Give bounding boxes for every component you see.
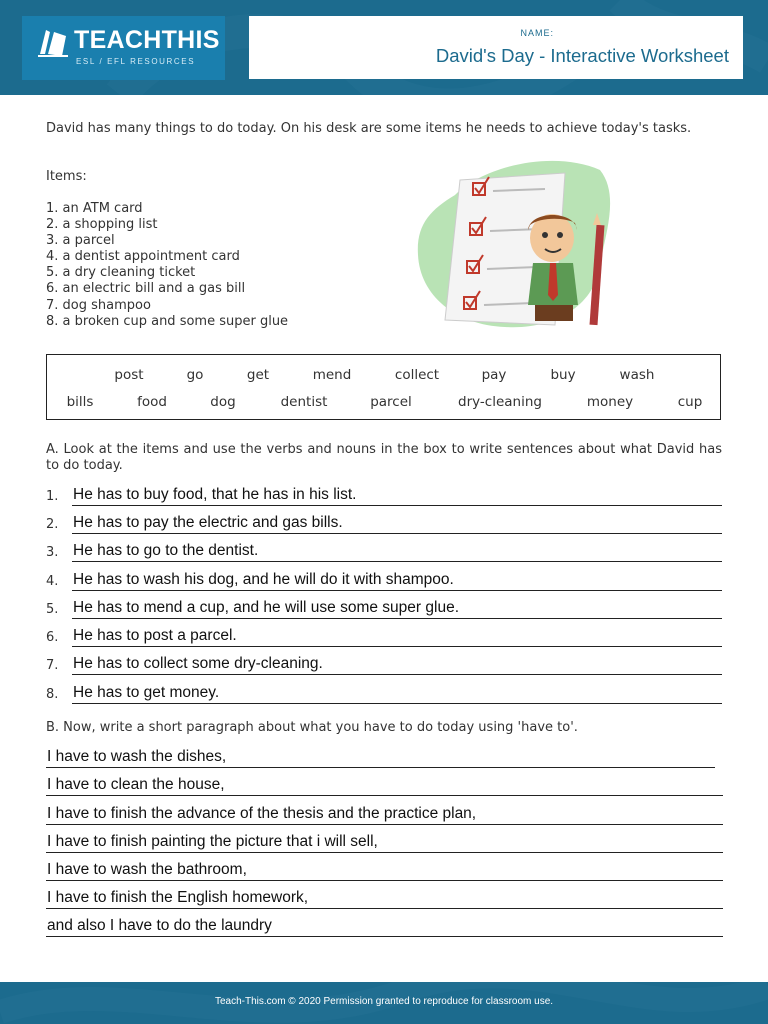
list-item: 2. a shopping list — [46, 217, 158, 233]
word-box-verb: buy — [550, 367, 576, 383]
section-b-instruction: B. Now, write a short paragraph about what you have to do today using 'have to'. — [46, 720, 578, 735]
answer-field[interactable]: He has to get money. — [72, 683, 722, 704]
answer-number: 3. — [46, 545, 59, 560]
word-box-noun: dry-cleaning — [458, 394, 542, 410]
list-item: 4. a dentist appointment card — [46, 249, 240, 265]
word-box-noun: food — [137, 394, 167, 410]
answer-row — [46, 682, 722, 704]
word-box-verb: post — [114, 367, 144, 383]
name-label: NAME: — [520, 28, 554, 38]
paragraph-line[interactable]: I have to finish the English homework, — [46, 888, 723, 909]
word-box-noun: cup — [677, 394, 703, 410]
worksheet-title: David's Day - Interactive Worksheet — [435, 45, 729, 66]
answer-row — [46, 569, 722, 591]
page-header — [0, 0, 768, 95]
logo-text: TEACHTHIS — [74, 26, 220, 54]
list-item: 6. an electric bill and a gas bill — [46, 281, 246, 297]
word-box-verb: collect — [394, 367, 440, 383]
list-item: 3. a parcel — [46, 233, 115, 249]
answer-field[interactable]: He has to go to the dentist. — [72, 541, 722, 562]
paragraph-line[interactable]: I have to wash the bathroom, — [46, 860, 723, 881]
logo-subtitle: ESL / EFL RESOURCES — [76, 57, 196, 66]
word-box-verb: wash — [619, 367, 655, 383]
word-box-verb: mend — [312, 367, 352, 383]
answer-field[interactable]: He has to buy food, that he has in his list. — [72, 485, 722, 506]
items-label: Items: — [46, 169, 87, 184]
list-item: 5. a dry cleaning ticket — [46, 265, 196, 281]
answer-row — [46, 512, 722, 534]
answer-number: 5. — [46, 602, 59, 617]
list-item: 8. a broken cup and some super glue — [46, 313, 289, 329]
answer-row — [46, 597, 722, 619]
answer-field[interactable]: He has to post a parcel. — [72, 626, 722, 647]
answer-row — [46, 653, 722, 675]
paragraph-line[interactable]: I have to finish painting the picture that i will sell, — [46, 832, 723, 853]
paragraph-line[interactable]: I have to wash the dishes, — [46, 747, 715, 768]
word-box-noun: parcel — [370, 394, 412, 410]
word-box-noun: money — [586, 394, 634, 410]
word-box — [46, 354, 721, 420]
word-box-verb: pay — [481, 367, 507, 383]
list-item: 7. dog shampoo — [46, 297, 151, 313]
answer-number: 8. — [46, 687, 59, 702]
checklist-man-illustration — [415, 155, 615, 335]
answer-field[interactable]: He has to wash his dog, and he will do it with shampoo. — [72, 570, 722, 591]
answer-number: 1. — [46, 489, 59, 504]
page-footer — [0, 982, 768, 1024]
answer-row — [46, 484, 722, 506]
word-box-noun: dog — [210, 394, 236, 410]
answer-row — [46, 625, 722, 647]
word-box-verb: get — [246, 367, 270, 383]
answer-row — [46, 540, 722, 562]
paragraph-line[interactable]: I have to clean the house, — [46, 775, 723, 796]
title-box — [249, 16, 743, 79]
answer-field[interactable]: He has to mend a cup, and he will use some super glue. — [72, 598, 722, 619]
paragraph-line[interactable]: I have to finish the advance of the thesis and the practice plan, — [46, 804, 723, 825]
answer-number: 6. — [46, 630, 59, 645]
book-icon — [36, 26, 70, 60]
answer-number: 7. — [46, 658, 59, 673]
word-box-noun: bills — [66, 394, 94, 410]
answer-field[interactable]: He has to collect some dry-cleaning. — [72, 654, 722, 675]
copyright-text: Teach-This.com © 2020 Permission granted to reproduce for classroom use. — [214, 996, 554, 1007]
word-box-noun: dentist — [280, 394, 328, 410]
answer-field[interactable]: He has to pay the electric and gas bills. — [72, 513, 722, 534]
intro-text: David has many things to do today. On his desk are some items he needs to achieve today's tasks. — [46, 121, 692, 136]
answer-number: 4. — [46, 574, 59, 589]
section-a-instruction: A. Look at the items and use the verbs and nouns in the box to write sentences about what David has to do today. — [46, 442, 722, 473]
teachthis-logo[interactable] — [22, 16, 225, 80]
answer-number: 2. — [46, 517, 59, 532]
list-item: 1. an ATM card — [46, 201, 143, 216]
paragraph-line[interactable]: and also I have to do the laundry — [46, 916, 723, 937]
word-box-verb: go — [186, 367, 204, 383]
items-list — [46, 201, 288, 330]
